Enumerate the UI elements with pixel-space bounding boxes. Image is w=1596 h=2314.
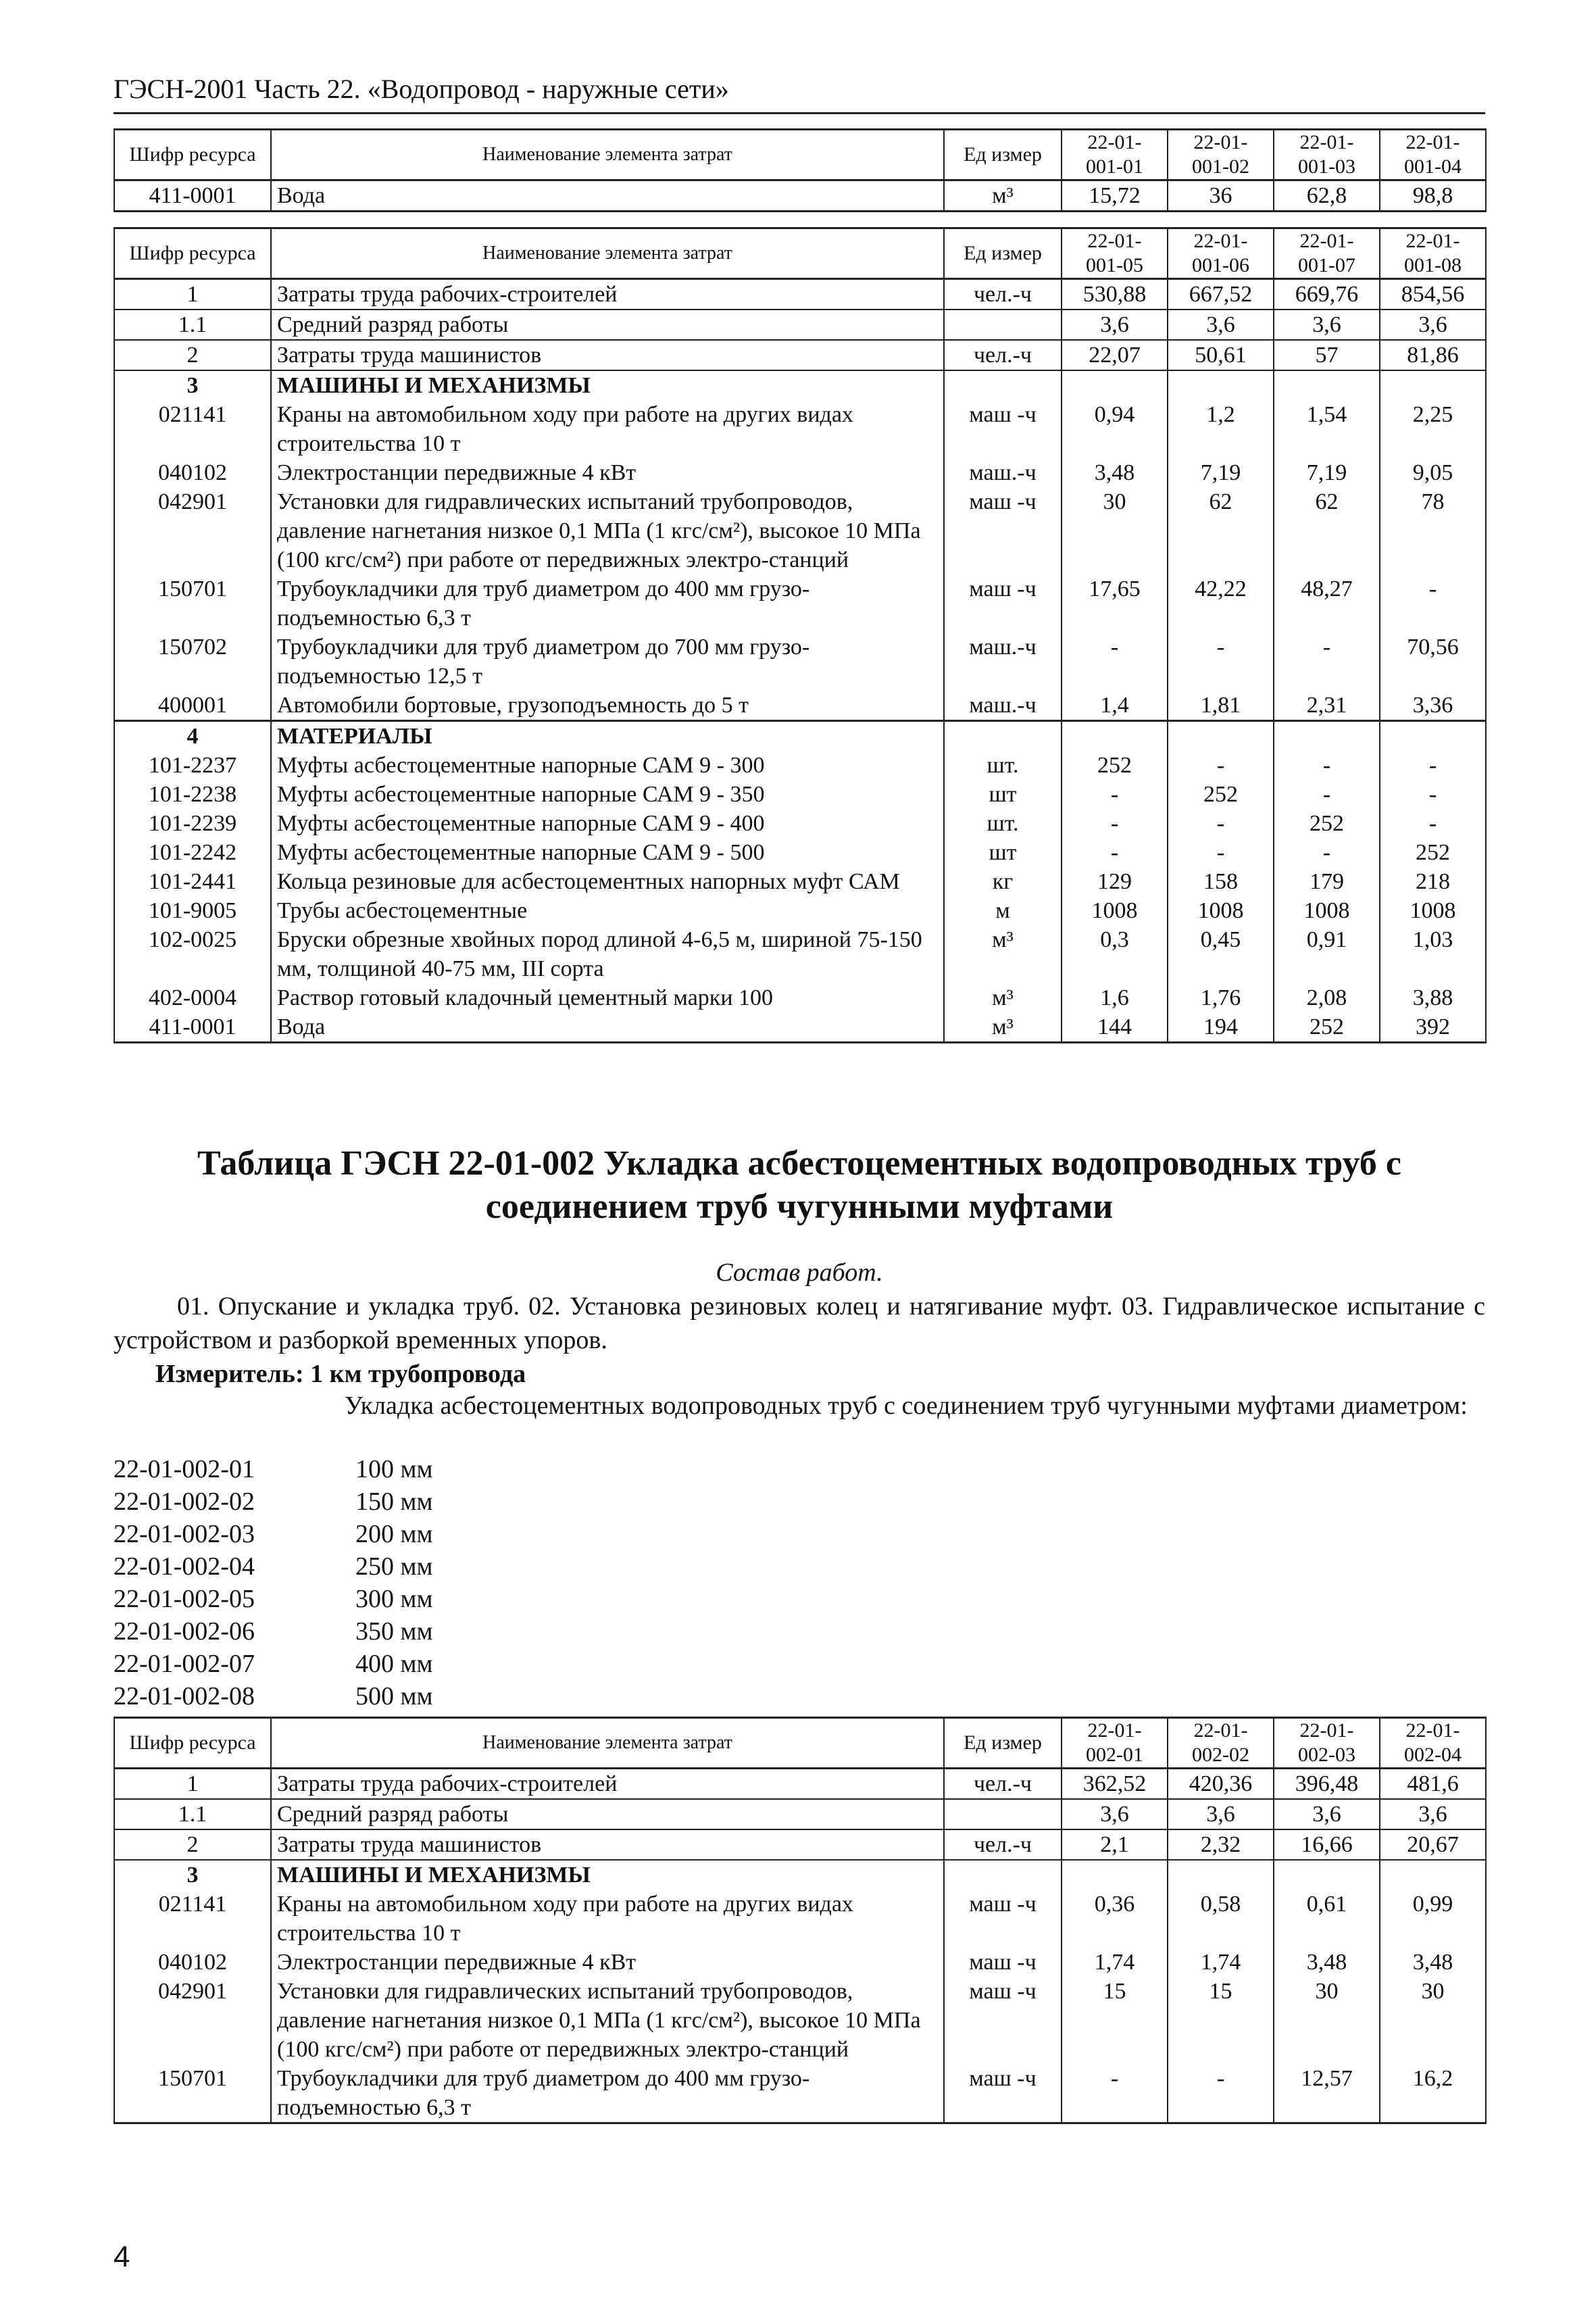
resource-code: 150701	[114, 574, 271, 633]
unit-cell: маш -ч	[944, 400, 1062, 458]
variant-code: 22-01-002-06	[114, 1617, 255, 1646]
col-header-code-1: 22-01- 001-05	[1062, 228, 1168, 279]
col-header-name: Наименование элемента затрат	[271, 228, 944, 279]
unit-cell: м³	[944, 925, 1062, 983]
table-row	[114, 780, 1486, 809]
resource-table-002-01-04	[114, 1717, 1487, 2124]
value-cell: 3,48	[1274, 1948, 1380, 1977]
value-cell	[1274, 721, 1380, 752]
value-cell: 252	[1062, 751, 1168, 780]
value-cell: -	[1168, 2064, 1274, 2123]
value-cell: -	[1380, 574, 1486, 633]
value-cell: 252	[1274, 809, 1380, 838]
section-heading: МАТЕРИАЛЫ	[271, 721, 944, 752]
resource-code: 101-2238	[114, 780, 271, 809]
value-cell: 0,61	[1274, 1890, 1380, 1948]
unit-cell: м³	[944, 1012, 1062, 1043]
composition-heading: Состав работ.	[716, 1258, 883, 1287]
value-cell: 3,88	[1380, 983, 1486, 1012]
unit-cell: шт.	[944, 751, 1062, 780]
resource-name: Бруски обрезные хвойных пород длиной 4-6,5 м, шириной 75-150 мм, толщиной 40-75 мм, III сорта	[271, 925, 944, 983]
value-cell	[1168, 721, 1274, 752]
value-cell: 98,8	[1380, 180, 1486, 212]
value-cell: 70,56	[1380, 633, 1486, 691]
value-cell: 7,19	[1168, 458, 1274, 487]
value-cell: 530,88	[1062, 279, 1168, 310]
resource-code: 042901	[114, 1977, 271, 2064]
unit-cell	[944, 1860, 1062, 1890]
value-cell: 129	[1062, 867, 1168, 896]
variant-row	[114, 1453, 433, 1485]
unit-cell: м³	[944, 983, 1062, 1012]
variant-diameter: 350 мм	[355, 1617, 433, 1646]
variant-diameter: 400 мм	[355, 1650, 433, 1678]
value-cell: 62	[1274, 487, 1380, 574]
unit-cell: маш -ч	[944, 1890, 1062, 1948]
value-cell: -	[1168, 751, 1274, 780]
value-cell: 1,74	[1062, 1948, 1168, 1977]
value-cell: 57	[1274, 340, 1380, 370]
section-heading: МАШИНЫ И МЕХАНИЗМЫ	[271, 1860, 944, 1890]
col-header-unit: Ед измер	[944, 228, 1062, 279]
value-cell: 1008	[1062, 896, 1168, 925]
resource-code: 021141	[114, 1890, 271, 1948]
variant-code: 22-01-002-02	[114, 1487, 255, 1516]
value-cell: 1,2	[1168, 400, 1274, 458]
value-cell: 22,07	[1062, 340, 1168, 370]
value-cell: 179	[1274, 867, 1380, 896]
variant-row	[114, 1680, 433, 1713]
value-cell: 3,6	[1062, 1799, 1168, 1829]
value-cell: 3,48	[1380, 1948, 1486, 1977]
table-row	[114, 1799, 1486, 1829]
value-cell: 252	[1274, 1012, 1380, 1043]
value-cell: 1,74	[1168, 1948, 1274, 1977]
value-cell: 3,6	[1168, 1799, 1274, 1829]
resource-code: 1	[114, 279, 271, 310]
value-cell: 50,61	[1168, 340, 1274, 370]
variant-code: 22-01-002-05	[114, 1585, 255, 1613]
value-cell: 0,58	[1168, 1890, 1274, 1948]
table-row	[114, 1890, 1486, 1948]
col-header-code-2: 22-01- 001-06	[1168, 228, 1274, 279]
value-cell: 1008	[1380, 896, 1486, 925]
unit-cell	[944, 1799, 1062, 1829]
variant-diameter: 150 мм	[355, 1487, 433, 1516]
value-cell: -	[1168, 838, 1274, 867]
value-cell	[1380, 1860, 1486, 1890]
value-cell: 9,05	[1380, 458, 1486, 487]
table-row	[114, 896, 1486, 925]
value-cell: 0,99	[1380, 1890, 1486, 1948]
value-cell: 396,48	[1274, 1769, 1380, 1800]
value-cell: -	[1062, 780, 1168, 809]
resource-code: 102-0025	[114, 925, 271, 983]
unit-cell: чел.-ч	[944, 340, 1062, 370]
variant-row	[114, 1518, 433, 1550]
value-cell: 0,91	[1274, 925, 1380, 983]
value-cell	[1168, 370, 1274, 400]
resource-name: Трубоукладчики для труб диаметром до 700 мм грузо-подъемностью 12,5 т	[271, 633, 944, 691]
value-cell: 3,36	[1380, 691, 1486, 721]
page-header: ГЭСН-2001 Часть 22. «Водопровод - наружные сети»	[114, 70, 1485, 114]
resource-name: Затраты труда машинистов	[271, 340, 944, 370]
col-header-unit: Ед измер	[944, 1718, 1062, 1769]
resource-code: 3	[114, 370, 271, 400]
table-row	[114, 279, 1486, 310]
value-cell: 62,8	[1274, 180, 1380, 212]
resource-code: 042901	[114, 487, 271, 574]
value-cell: -	[1062, 809, 1168, 838]
value-cell: 0,36	[1062, 1890, 1168, 1948]
variant-row	[114, 1615, 433, 1648]
table-row	[114, 1860, 1486, 1890]
resource-table-001-05-08	[114, 227, 1487, 1043]
value-cell: 42,22	[1168, 574, 1274, 633]
value-cell: 481,6	[1380, 1769, 1486, 1800]
value-cell: 30	[1274, 1977, 1380, 2064]
page-number: 4	[114, 2240, 130, 2273]
value-cell: 0,94	[1062, 400, 1168, 458]
table-row	[114, 310, 1486, 340]
value-cell: 3,6	[1168, 310, 1274, 340]
col-header-code-1: 22-01- 001-01	[1062, 130, 1168, 180]
resource-code: 400001	[114, 691, 271, 721]
value-cell: -	[1274, 633, 1380, 691]
composition-text: 01. Опускание и укладка труб. 02. Установка резиновых колец и натягивание муфт. 03. Гидравлическое испытание с устройством и разборкой временных упоров.	[114, 1292, 1485, 1354]
value-cell: 2,1	[1062, 1829, 1168, 1860]
value-cell: 252	[1380, 838, 1486, 867]
col-header-code-3: 22-01- 002-03	[1274, 1718, 1380, 1769]
table-row	[114, 458, 1486, 487]
resource-name: Кольца резиновые для асбестоцементных напорных муфт САМ	[271, 867, 944, 896]
value-cell: 3,6	[1274, 310, 1380, 340]
resource-name: Затраты труда машинистов	[271, 1829, 944, 1860]
variant-row	[114, 1648, 433, 1680]
resource-code: 101-2237	[114, 751, 271, 780]
value-cell: 392	[1380, 1012, 1486, 1043]
table-row	[114, 2064, 1486, 2123]
value-cell: -	[1380, 751, 1486, 780]
table-row	[114, 721, 1486, 752]
value-cell: -	[1062, 838, 1168, 867]
variant-diameter: 500 мм	[355, 1682, 433, 1710]
unit-cell	[944, 310, 1062, 340]
variant-code: 22-01-002-07	[114, 1650, 255, 1678]
value-cell: 15	[1168, 1977, 1274, 2064]
resource-name: Раствор готовый кладочный цементный марки 100	[271, 983, 944, 1012]
resource-name: Муфты асбестоцементные напорные САМ 9 - 350	[271, 780, 944, 809]
table-row	[114, 925, 1486, 983]
value-cell	[1380, 370, 1486, 400]
value-cell: 1,4	[1062, 691, 1168, 721]
unit-cell: маш.-ч	[944, 633, 1062, 691]
value-cell: 3,6	[1380, 1799, 1486, 1829]
value-cell: 1,76	[1168, 983, 1274, 1012]
value-cell	[1062, 370, 1168, 400]
resource-code: 2	[114, 340, 271, 370]
value-cell: 0,45	[1168, 925, 1274, 983]
col-header-code: Шифр ресурса	[114, 130, 271, 180]
resource-code: 101-2441	[114, 867, 271, 896]
value-cell: 1,54	[1274, 400, 1380, 458]
value-cell: 2,25	[1380, 400, 1486, 458]
value-cell: 2,31	[1274, 691, 1380, 721]
resource-name: Муфты асбестоцементные напорные САМ 9 - 300	[271, 751, 944, 780]
variant-diameter: 200 мм	[355, 1520, 433, 1548]
col-header-code-2: 22-01- 001-02	[1168, 130, 1274, 180]
variant-diameter: 100 мм	[355, 1455, 433, 1483]
col-header-name: Наименование элемента затрат	[271, 1718, 944, 1769]
value-cell: 17,65	[1062, 574, 1168, 633]
resource-code: 411-0001	[114, 180, 271, 212]
value-cell	[1062, 1860, 1168, 1890]
resource-name: Средний разряд работы	[271, 310, 944, 340]
table-row	[114, 691, 1486, 721]
value-cell: 81,86	[1380, 340, 1486, 370]
variant-code: 22-01-002-03	[114, 1520, 255, 1548]
table-row	[114, 633, 1486, 691]
unit-cell: шт.	[944, 809, 1062, 838]
value-cell: 15	[1062, 1977, 1168, 2064]
value-cell: 16,66	[1274, 1829, 1380, 1860]
col-header-name: Наименование элемента затрат	[271, 130, 944, 180]
unit-cell: маш -ч	[944, 574, 1062, 633]
variant-diameter: 300 мм	[355, 1585, 433, 1613]
value-cell: 854,56	[1380, 279, 1486, 310]
resource-name: Вода	[271, 180, 944, 212]
unit-cell: чел.-ч	[944, 1829, 1062, 1860]
value-cell: 1,03	[1380, 925, 1486, 983]
value-cell: -	[1274, 780, 1380, 809]
table-row	[114, 1769, 1486, 1800]
variant-code: 22-01-002-01	[114, 1455, 255, 1483]
value-cell: 420,36	[1168, 1769, 1274, 1800]
variant-code: 22-01-002-04	[114, 1552, 255, 1581]
value-cell	[1062, 721, 1168, 752]
value-cell: 669,76	[1274, 279, 1380, 310]
value-cell: 3,6	[1380, 310, 1486, 340]
value-cell: -	[1274, 751, 1380, 780]
variant-list	[114, 1453, 433, 1713]
table-row	[114, 180, 1486, 212]
col-header-code: Шифр ресурса	[114, 228, 271, 279]
resource-code: 101-9005	[114, 896, 271, 925]
resource-name: Затраты труда рабочих-строителей	[271, 279, 944, 310]
section-heading: МАШИНЫ И МЕХАНИЗМЫ	[271, 370, 944, 400]
value-cell: 48,27	[1274, 574, 1380, 633]
resource-code: 411-0001	[114, 1012, 271, 1043]
resource-code: 040102	[114, 1948, 271, 1977]
value-cell: 30	[1062, 487, 1168, 574]
resource-code: 1.1	[114, 310, 271, 340]
resource-name: Средний разряд работы	[271, 1799, 944, 1829]
col-header-code-2: 22-01- 002-02	[1168, 1718, 1274, 1769]
unit-cell: чел.-ч	[944, 1769, 1062, 1800]
unit-cell: м	[944, 896, 1062, 925]
col-header-code-3: 22-01- 001-03	[1274, 130, 1380, 180]
variant-row	[114, 1485, 433, 1518]
value-cell: 1008	[1274, 896, 1380, 925]
value-cell: 62	[1168, 487, 1274, 574]
resource-code: 150702	[114, 633, 271, 691]
unit-cell: чел.-ч	[944, 279, 1062, 310]
value-cell: 252	[1168, 780, 1274, 809]
unit-cell: маш -ч	[944, 1977, 1062, 2064]
resource-code: 021141	[114, 400, 271, 458]
value-cell: 194	[1168, 1012, 1274, 1043]
table-row	[114, 574, 1486, 633]
resource-name: Затраты труда рабочих-строителей	[271, 1769, 944, 1800]
col-header-code: Шифр ресурса	[114, 1718, 271, 1769]
resource-code: 150701	[114, 2064, 271, 2123]
variant-code: 22-01-002-08	[114, 1682, 255, 1710]
value-cell: 12,57	[1274, 2064, 1380, 2123]
unit-cell: маш -ч	[944, 487, 1062, 574]
value-cell	[1168, 1860, 1274, 1890]
resource-code: 040102	[114, 458, 271, 487]
resource-code: 2	[114, 1829, 271, 1860]
value-cell	[1274, 1860, 1380, 1890]
value-cell: -	[1274, 838, 1380, 867]
unit-cell: маш -ч	[944, 2064, 1062, 2123]
resource-code: 402-0004	[114, 983, 271, 1012]
table-row	[114, 867, 1486, 896]
value-cell	[1274, 370, 1380, 400]
resource-name: Краны на автомобильном ходу при работе на других видах строительства 10 т	[271, 1890, 944, 1948]
table-row	[114, 983, 1486, 1012]
unit-cell	[944, 721, 1062, 752]
resource-name: Краны на автомобильном ходу при работе на других видах строительства 10 т	[271, 400, 944, 458]
resource-name: Муфты асбестоцементные напорные САМ 9 - 500	[271, 838, 944, 867]
value-cell: 218	[1380, 867, 1486, 896]
table-title: Таблица ГЭСН 22-01-002 Укладка асбестоцементных водопроводных труб с соединением труб чугунными муфтами	[197, 1144, 1401, 1226]
value-cell: 78	[1380, 487, 1486, 574]
value-cell: 1008	[1168, 896, 1274, 925]
unit-cell: маш -ч	[944, 1948, 1062, 1977]
unit-cell: шт	[944, 838, 1062, 867]
table-row	[114, 1829, 1486, 1860]
measure-unit: Измеритель: 1 км трубопровода	[155, 1360, 526, 1388]
unit-cell	[944, 370, 1062, 400]
variant-diameter: 250 мм	[355, 1552, 433, 1581]
value-cell: -	[1168, 633, 1274, 691]
value-cell: 15,72	[1062, 180, 1168, 212]
table-row	[114, 370, 1486, 400]
value-cell	[1380, 721, 1486, 752]
value-cell: 16,2	[1380, 2064, 1486, 2123]
resource-table-001-01-04	[114, 128, 1487, 212]
col-header-unit: Ед измер	[944, 130, 1062, 180]
value-cell: 3,6	[1274, 1799, 1380, 1829]
resource-code: 1.1	[114, 1799, 271, 1829]
table-row	[114, 751, 1486, 780]
resource-name: Электростанции передвижные 4 кВт	[271, 1948, 944, 1977]
table-row	[114, 1977, 1486, 2064]
variant-row	[114, 1583, 433, 1615]
value-cell: 2,08	[1274, 983, 1380, 1012]
resource-name: Автомобили бортовые, грузоподъемность до 5 т	[271, 691, 944, 721]
value-cell: 36	[1168, 180, 1274, 212]
value-cell: 3,6	[1062, 310, 1168, 340]
value-cell: 667,52	[1168, 279, 1274, 310]
unit-cell: маш.-ч	[944, 691, 1062, 721]
table-row	[114, 838, 1486, 867]
col-header-code-4: 22-01- 001-04	[1380, 130, 1486, 180]
value-cell: -	[1062, 2064, 1168, 2123]
value-cell: 1,81	[1168, 691, 1274, 721]
value-cell: -	[1380, 780, 1486, 809]
value-cell: 0,3	[1062, 925, 1168, 983]
value-cell: 1,6	[1062, 983, 1168, 1012]
value-cell: 3,48	[1062, 458, 1168, 487]
table-row	[114, 1012, 1486, 1043]
value-cell: 2,32	[1168, 1829, 1274, 1860]
resource-name: Электростанции передвижные 4 кВт	[271, 458, 944, 487]
unit-cell: кг	[944, 867, 1062, 896]
value-cell: 158	[1168, 867, 1274, 896]
resource-name: Муфты асбестоцементные напорные САМ 9 - 400	[271, 809, 944, 838]
resource-code: 3	[114, 1860, 271, 1890]
resource-code: 101-2239	[114, 809, 271, 838]
table-row	[114, 340, 1486, 370]
resource-name: Трубоукладчики для труб диаметром до 400 мм грузо-подъемностью 6,3 т	[271, 574, 944, 633]
unit-cell: м³	[944, 180, 1062, 212]
value-cell: -	[1380, 809, 1486, 838]
resource-code: 1	[114, 1769, 271, 1800]
resource-name: Трубоукладчики для труб диаметром до 400 мм грузо-подъемностью 6,3 т	[271, 2064, 944, 2123]
table-row	[114, 487, 1486, 574]
value-cell: -	[1168, 809, 1274, 838]
variant-row	[114, 1550, 433, 1583]
col-header-code-3: 22-01- 001-07	[1274, 228, 1380, 279]
resource-name: Установки для гидравлических испытаний трубопроводов, давление нагнетания низкое 0,1 МПа (1 кгс/см²), высокое 10 МПа (100 кгс/см²) при работе от передвижных электро-станций	[271, 1977, 944, 2064]
variant-description: Укладка асбестоцементных водопроводных труб с соединением труб чугунными муфтами диаметром:	[345, 1392, 1468, 1420]
unit-cell: шт	[944, 780, 1062, 809]
table-row	[114, 809, 1486, 838]
table-row	[114, 1948, 1486, 1977]
value-cell: 144	[1062, 1012, 1168, 1043]
value-cell: -	[1062, 633, 1168, 691]
resource-code: 4	[114, 721, 271, 752]
resource-code: 101-2242	[114, 838, 271, 867]
unit-cell: маш.-ч	[944, 458, 1062, 487]
resource-name: Вода	[271, 1012, 944, 1043]
resource-name: Трубы асбестоцементные	[271, 896, 944, 925]
col-header-code-4: 22-01- 001-08	[1380, 228, 1486, 279]
col-header-code-4: 22-01- 002-04	[1380, 1718, 1486, 1769]
value-cell: 30	[1380, 1977, 1486, 2064]
col-header-code-1: 22-01- 002-01	[1062, 1718, 1168, 1769]
value-cell: 7,19	[1274, 458, 1380, 487]
table-row	[114, 400, 1486, 458]
value-cell: 362,52	[1062, 1769, 1168, 1800]
resource-name: Установки для гидравлических испытаний трубопроводов, давление нагнетания низкое 0,1 МПа (1 кгс/см²), высокое 10 МПа (100 кгс/см²) при работе от передвижных электро-станций	[271, 487, 944, 574]
value-cell: 20,67	[1380, 1829, 1486, 1860]
